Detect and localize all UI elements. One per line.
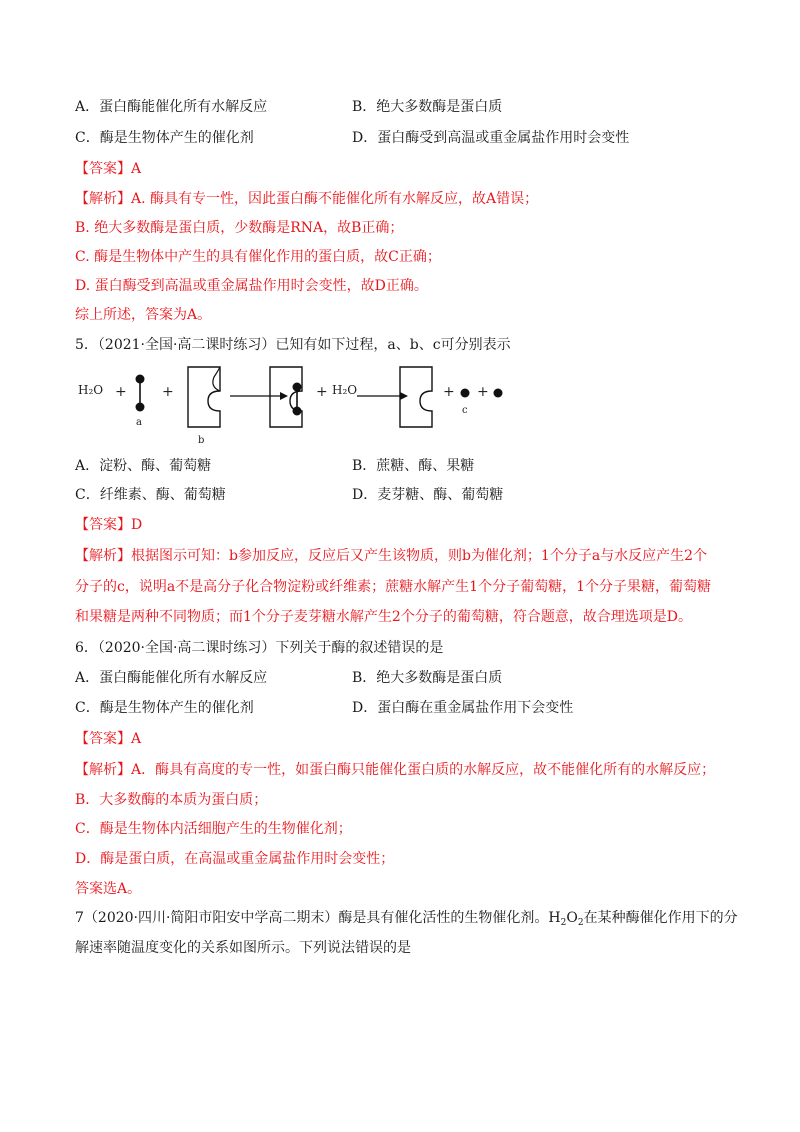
plus-sign: + <box>162 384 174 400</box>
q7-stem-line-1: 7（2020·四川·简阳市阳安中学高二期末）酶是具有催化活性的生物催化剂。$H_2O_2$在某种酶催化作用下的分 <box>75 910 738 928</box>
q4-option-c: C．酶是生物体产生的催化剂 <box>75 130 254 146</box>
q5-option-b: B．蔗糖、酶、果糖 <box>352 458 475 474</box>
q4-analysis-line: C. 酶是生物体中产生的具有催化作用的蛋白质，故C正确； <box>75 249 441 265</box>
q5-option-a: A．淀粉、酶、葡萄糖 <box>75 458 212 474</box>
q4-answer: 【答案】A <box>75 161 142 177</box>
q4-analysis-line: D. 蛋白酶受到高温或重金属盐作用时会变性，故D正确。 <box>75 278 428 294</box>
q6-analysis-line: C．酶是生物体内活细胞产生的生物催化剂； <box>75 821 352 837</box>
molecule-a <box>136 375 145 412</box>
reaction-diagram <box>70 365 540 445</box>
q6-analysis-line: D．酶是蛋白质，在高温或重金属盐作用时会变性； <box>75 851 395 867</box>
plus-sign: + <box>316 384 328 400</box>
q4-option-d: D．蛋白酶受到高温或重金属盐作用时会变性 <box>352 130 630 146</box>
plus-sign: + <box>115 384 127 400</box>
label-c: c <box>462 405 468 416</box>
q4-conclusion: 综上所述，答案为A。 <box>75 307 212 323</box>
q5-stem: 5．（2021·全国·高二课时练习）已知有如下过程，a、b、c可分别表示 <box>75 337 511 353</box>
q6-conclusion: 答案选A。 <box>75 881 142 897</box>
q4-analysis-line: 【解析】A. 酶具有专一性，因此蛋白酶不能催化所有水解反应，故A错误； <box>75 191 539 207</box>
q4-analysis-line: B. 绝大多数酶是蛋白质，少数酶是RNA，故B正确； <box>75 220 404 236</box>
q7-stem-line-2: 解速率随温度变化的关系如图所示。下列说法错误的是 <box>75 940 411 956</box>
q6-answer: 【答案】A <box>75 731 142 747</box>
plus-sign: + <box>477 384 489 400</box>
h2o-label: H₂O <box>332 383 358 397</box>
q6-option-b: B．绝大多数酶是蛋白质 <box>352 670 503 686</box>
q5-option-c: C．纤维素、酶、葡萄糖 <box>75 487 226 503</box>
q5-analysis-line: 和果糖是两种不同物质；而1个分子麦芽糖水解产生2个分子的葡萄糖，符合题意，故合理选项是D。 <box>75 609 693 625</box>
q6-option-a: A．蛋白酶能催化所有水解反应 <box>75 670 268 686</box>
q6-option-d: D．蛋白酶在重金属盐作用下会变性 <box>352 700 574 716</box>
q6-stem: 6．（2020·全国·高二课时练习）下列关于酶的叙述错误的是 <box>75 640 444 656</box>
molecule-c <box>461 389 470 398</box>
label-b: b <box>198 435 205 445</box>
h2o-label: H₂O <box>78 383 104 397</box>
q4-option-a: A．蛋白酶能催化所有水解反应 <box>75 99 268 115</box>
q4-option-b: B．绝大多数酶是蛋白质 <box>352 99 503 115</box>
q5-analysis-line: 分子的c，说明a不是高分子化合物淀粉或纤维素；蔗糖水解产生1个分子葡萄糖，1个分子果糖，葡萄糖 <box>75 579 711 595</box>
q6-option-c: C．酶是生物体产生的催化剂 <box>75 700 254 716</box>
q5-analysis-line: 【解析】根据图示可知：b参加反应，反应后又产生该物质，则b为催化剂；1个分子a与水反应产生2个 <box>75 548 708 564</box>
q6-analysis-line: B．大多数酶的本质为蛋白质； <box>75 792 268 808</box>
label-a: a <box>136 417 142 428</box>
plus-sign: + <box>443 384 455 400</box>
q5-option-d: D．麦芽糖、酶、葡萄糖 <box>352 487 504 503</box>
q5-answer: 【答案】D <box>75 517 143 533</box>
q6-analysis-line: 【解析】A．酶具有高度的专一性，如蛋白酶只能催化蛋白质的水解反应，故不能催化所有的水解反应； <box>75 762 716 778</box>
molecule-c <box>494 389 503 398</box>
